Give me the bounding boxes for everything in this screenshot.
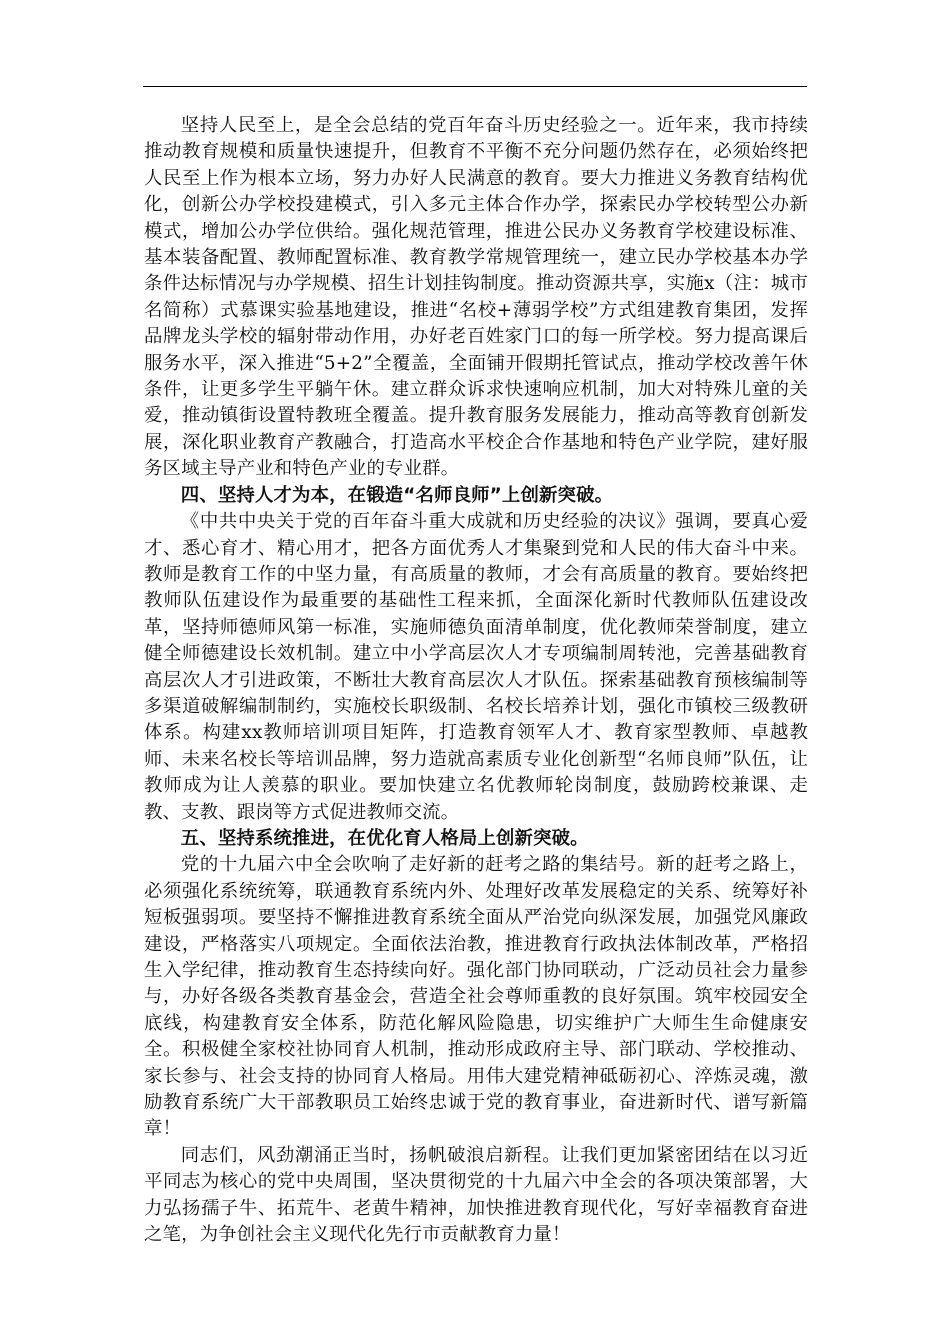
section-heading-talent: 四、坚持人才为本，在锻造“名师良师”上创新突破。 — [180, 484, 614, 506]
paragraph-teachers: 《中共中央关于党的百年奋斗重大成就和历史经验的决议》强调，要真心爱才、悉心育才、精心用才，把各方面优秀人才集聚到党和人民的伟大奋斗中来。教师是教育工作的中坚力量，有高质量的教师，才会有高质量的教育。要始终把教师队伍建设作为最重要的基础性工程来抓，全面深化新时代教师队伍建设改革，坚持师德师风第一标准，实施师德负面清单制度，优化教师荣誉制度，建立健全师德建设长效机制。建立中小学高层次人才专项编制周转池，完善基础教育高层次人才引进政策，不断壮大教育高层次人才队伍。探索基础教育预核编制等多渠道破解编制制约，实施校长职级制、名校长培养计划，强化市镇校三级教研体系。构建xx教师培训项目矩阵，打造教育领军人才、教育家型教师、卓越教师、未来名校长等培训品牌，努力造就高素质专业化创新型“名师良师”队伍，让教师成为让人羡慕的职业。要加快建立名优教师轮岗制度，鼓励跨校兼课、走教、支教、跟岗等方式促进教师交流。 — [144, 511, 808, 823]
paragraph-system: 党的十九届六中全会吹响了走好新的赶考之路的集结号。新的赶考之路上，必须强化系统统筹，联通教育系统内外、处理好改革发展稳定的关系、统筹好补短板强弱项。要坚持不懈推进教育系统全面从严治党向纵深发展，加强党风廉政建设，严格落实八项规定。全面依法治教，推进教育行政执法体制改革，严格招生入学纪律，推动教育生态持续向好。强化部门协同联动，广泛动员社会力量参与，办好各级各类教育基金会，营造全社会尊师重教的良好氛围。筑牢校园安全底线，构建教育安全体系，防范化解风险隐患，切实维护广大师生生命健康安全。积极健全家校社协同育人机制，推动形成政府主导、部门联动、学校推动、家长参与、社会支持的协同育人格局。用伟大建党精神砥砺初心、淬炼灵魂，激励教育系统广大干部教职员工始终忠诚于党的教育事业，奋进新时代、谱写新篇章！ — [144, 854, 808, 1140]
paragraph-closing: 同志们，风劲潮涌正当时，扬帆破浪启新程。让我们更加紧密团结在以习近平同志为核心的党中央周围，坚决贯彻党的十九届六中全会的各项决策部署，大力弘扬孺子牛、拓荒牛、老黄牛精神，加快推进教育现代化，写好幸福教育奋进之笔，为争创社会主义现代化先行市贡献教育力量！ — [144, 1144, 808, 1246]
section-heading-system: 五、坚持系统推进，在优化育人格局上创新突破。 — [180, 827, 589, 849]
document-body — [144, 113, 808, 1248]
header-rule — [143, 86, 807, 87]
paragraph-people-first: 坚持人民至上，是全会总结的党百年奋斗历史经验之一。近年来，我市持续推动教育规模和质量快速提升，但教育不平衡不充分问题仍然存在，必须始终把人民至上作为根本立场，努力办好人民满意的教育。要大力推进义务教育结构优化，创新公办学校投建模式，引入多元主体合作办学，探索民办学校转型公办新模式，增加公办学位供给。强化规范管理，推进公民办义务教育学校建设标准、基本装备配置、教师配置标准、教育教学常规管理统一，建立民办学校基本办学条件达标情况与办学规模、招生计划挂钩制度。推动资源共享，实施x（注：城市名简称）式慕课实验基地建设，推进“名校+薄弱学校”方式组建教育集团，发挥品牌龙头学校的辐射带动作用，办好老百姓家门口的每一所学校。努力提高课后服务水平，深入推进“5+2”全覆盖，全面铺开假期托管试点，推动学校改善午休条件，让更多学生平躺午休。建立群众诉求快速响应机制，加大对特殊儿童的关爱，推动镇街设置特教班全覆盖。提升教育服务发展能力，推动高等教育创新发展，深化职业教育产教融合，打造高水平校企合作基地和特色产业学院，建好服务区域主导产业和特色产业的专业群。 — [144, 115, 808, 480]
